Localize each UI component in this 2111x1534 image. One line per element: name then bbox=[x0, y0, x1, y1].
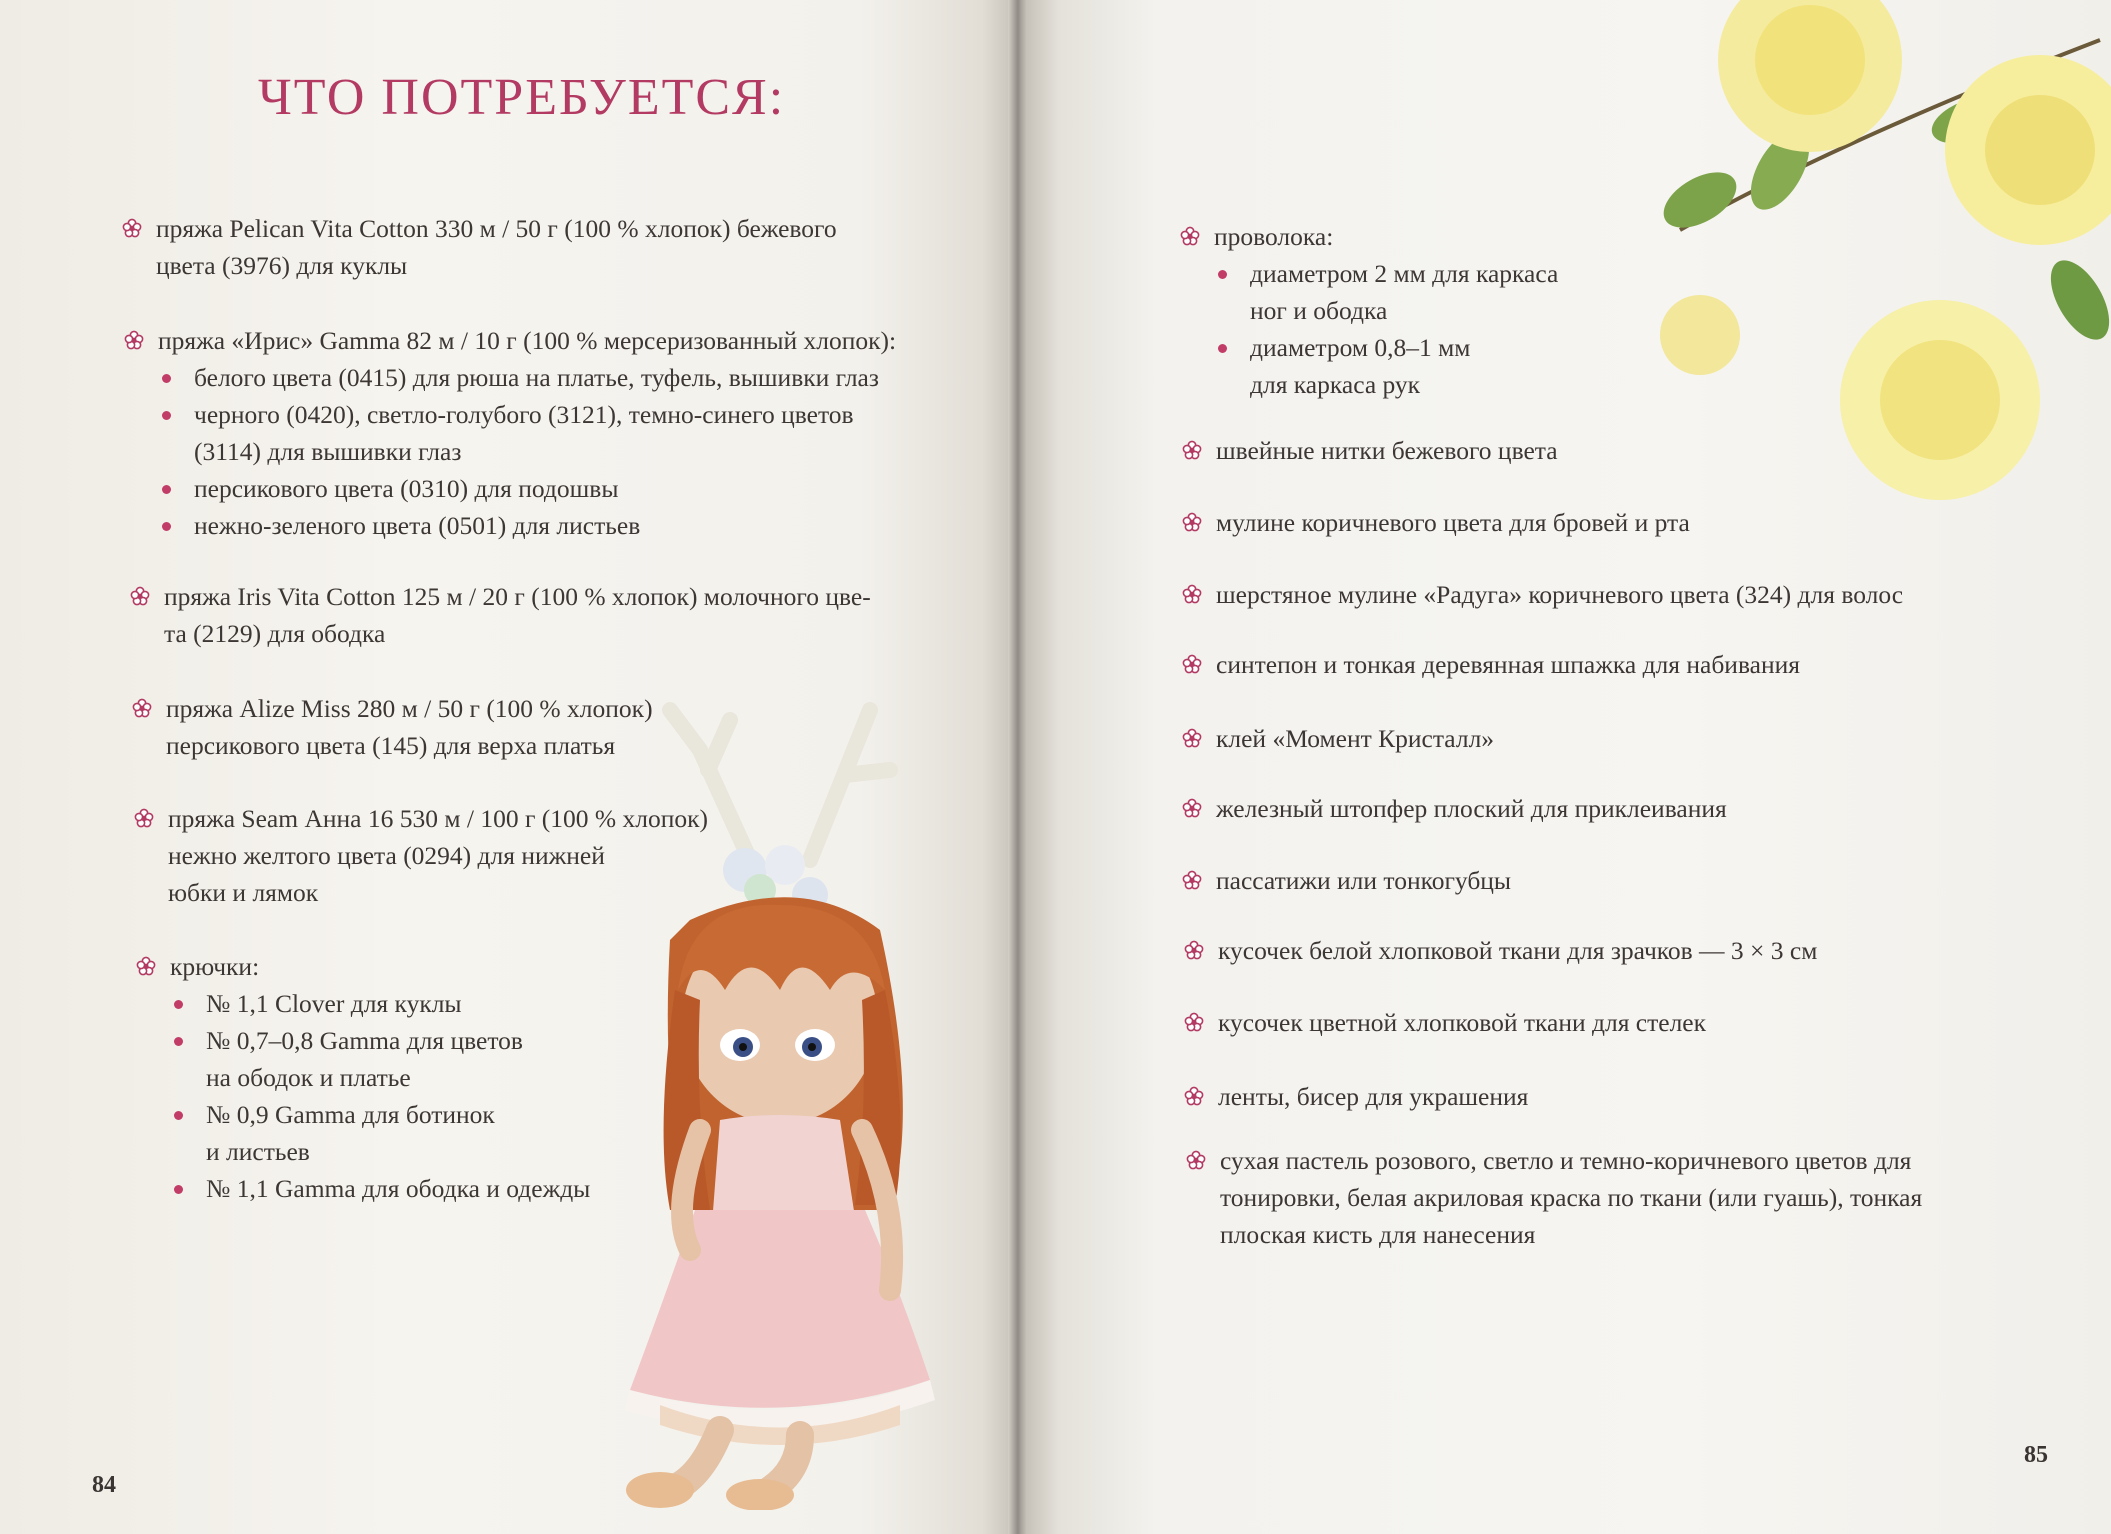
flower-icon bbox=[1182, 440, 1202, 460]
item-line: синтепон и тонкая деревянная шпажка для набивания bbox=[1216, 650, 1800, 679]
flower-icon bbox=[1184, 1086, 1204, 1106]
flower-icon bbox=[1182, 870, 1202, 890]
flower-icon bbox=[1182, 654, 1202, 674]
item-line: шерстяное мулине «Радуга» коричневого цвета (324) для волос bbox=[1216, 580, 1904, 609]
item-line: плоская кисть для нанесения bbox=[1220, 1220, 1536, 1249]
item-line: тонировки, белая акриловая краска по ткани (или гуашь), тонкая bbox=[1220, 1183, 1923, 1212]
item-line: цвета (3976) для куклы bbox=[156, 251, 408, 280]
item-line: пассатижи или тонкогубцы bbox=[1216, 866, 1512, 895]
flower-icon bbox=[124, 330, 144, 350]
item-line: персикового цвета (145) для верха платья bbox=[166, 731, 616, 760]
item-line: сухая пастель розового, светло и темно-коричневого цветов для bbox=[1220, 1146, 1912, 1175]
item-line: кусочек белой хлопковой ткани для зрачков — 3 × 3 см bbox=[1218, 936, 1818, 965]
materials-item bbox=[1216, 504, 1690, 541]
page-title: ЧТО ПОТРЕБУЕТСЯ: bbox=[258, 69, 786, 126]
flower-icon bbox=[130, 586, 150, 606]
left-page bbox=[0, 0, 1012, 1534]
materials-item bbox=[1216, 432, 1558, 469]
sub-item: диаметром 2 мм для каркаса ног и ободка bbox=[1214, 255, 1558, 329]
item-line: железный штопфер плоский для приклеивания bbox=[1216, 794, 1727, 823]
materials-item bbox=[164, 578, 871, 652]
materials-item bbox=[170, 948, 590, 1207]
flower-icon bbox=[1182, 728, 1202, 748]
flower-icon bbox=[1182, 584, 1202, 604]
page-number: 85 bbox=[2024, 1442, 2048, 1468]
sub-item: диаметром 0,8–1 мм для каркаса рук bbox=[1214, 329, 1558, 403]
sub-item: № 1,1 Clover для куклы bbox=[170, 985, 590, 1022]
roses-illustration bbox=[1640, 0, 2111, 520]
doll-illustration bbox=[600, 690, 1012, 1510]
item-line: крючки: bbox=[170, 952, 260, 981]
right-page bbox=[1026, 0, 2111, 1534]
item-line: нежно желтого цвета (0294) для нижней bbox=[168, 841, 605, 870]
item-line: юбки и лямок bbox=[168, 878, 319, 907]
flower-icon bbox=[1186, 1150, 1206, 1170]
item-line: ленты, бисер для украшения bbox=[1218, 1082, 1529, 1111]
item-line: мулине коричневого цвета для бровей и рта bbox=[1216, 508, 1690, 537]
sub-list bbox=[170, 985, 590, 1207]
materials-item bbox=[166, 690, 653, 764]
item-line: пряжа Pelican Vita Cotton 330 м / 50 г (100 % хлопок) бежевого bbox=[156, 214, 837, 243]
item-line: пряжа Iris Vita Cotton 125 м / 20 г (100 % хлопок) молочного цве- bbox=[164, 582, 871, 611]
sub-item: № 0,9 Gamma для ботинок и листьев bbox=[170, 1096, 590, 1170]
flower-icon bbox=[1184, 940, 1204, 960]
materials-item bbox=[1216, 720, 1494, 757]
item-line: пряжа Seam Анна 16 530 м / 100 г (100 % хлопок) bbox=[168, 804, 709, 833]
sub-item: черного (0420), светло-голубого (3121), темно-синего цветов (3114) для вышивки глаз bbox=[158, 396, 896, 470]
materials-item bbox=[1220, 1142, 1922, 1253]
materials-item bbox=[1218, 932, 1817, 969]
sub-item: № 0,7–0,8 Gamma для цветов на ободок и платье bbox=[170, 1022, 590, 1096]
item-line: та (2129) для ободка bbox=[164, 619, 386, 648]
item-line: кусочек цветной хлопковой ткани для стелек bbox=[1218, 1008, 1707, 1037]
materials-item bbox=[1218, 1004, 1706, 1041]
flower-icon bbox=[1184, 1012, 1204, 1032]
sub-list bbox=[158, 359, 896, 544]
sub-item: № 1,1 Gamma для ободка и одежды bbox=[170, 1170, 590, 1207]
item-line: пряжа «Ирис» Gamma 82 м / 10 г (100 % мерсеризованный хлопок): bbox=[158, 326, 897, 355]
flower-icon bbox=[122, 218, 142, 238]
materials-item bbox=[156, 210, 837, 284]
item-line: пряжа Alize Miss 280 м / 50 г (100 % хлопок) bbox=[166, 694, 653, 723]
sub-item: белого цвета (0415) для рюша на платье, туфель, вышивки глаз bbox=[158, 359, 896, 396]
flower-icon bbox=[1182, 512, 1202, 532]
flower-icon bbox=[134, 808, 154, 828]
item-line: швейные нитки бежевого цвета bbox=[1216, 436, 1558, 465]
materials-item bbox=[1216, 790, 1727, 827]
sub-item: персикового цвета (0310) для подошвы bbox=[158, 470, 896, 507]
flower-icon bbox=[132, 698, 152, 718]
flower-icon bbox=[1180, 226, 1200, 246]
materials-item bbox=[1216, 646, 1800, 683]
materials-item bbox=[158, 322, 896, 544]
sub-item: нежно-зеленого цвета (0501) для листьев bbox=[158, 507, 896, 544]
sub-list bbox=[1214, 255, 1558, 403]
page-number: 84 bbox=[92, 1472, 116, 1498]
flower-icon bbox=[136, 956, 156, 976]
materials-item bbox=[1216, 576, 1903, 613]
flower-icon bbox=[1182, 798, 1202, 818]
item-line: проволока: bbox=[1214, 222, 1334, 251]
materials-item bbox=[1214, 218, 1558, 403]
item-line: клей «Момент Кристалл» bbox=[1216, 724, 1495, 753]
materials-item bbox=[1216, 862, 1511, 899]
materials-item bbox=[1218, 1078, 1528, 1115]
